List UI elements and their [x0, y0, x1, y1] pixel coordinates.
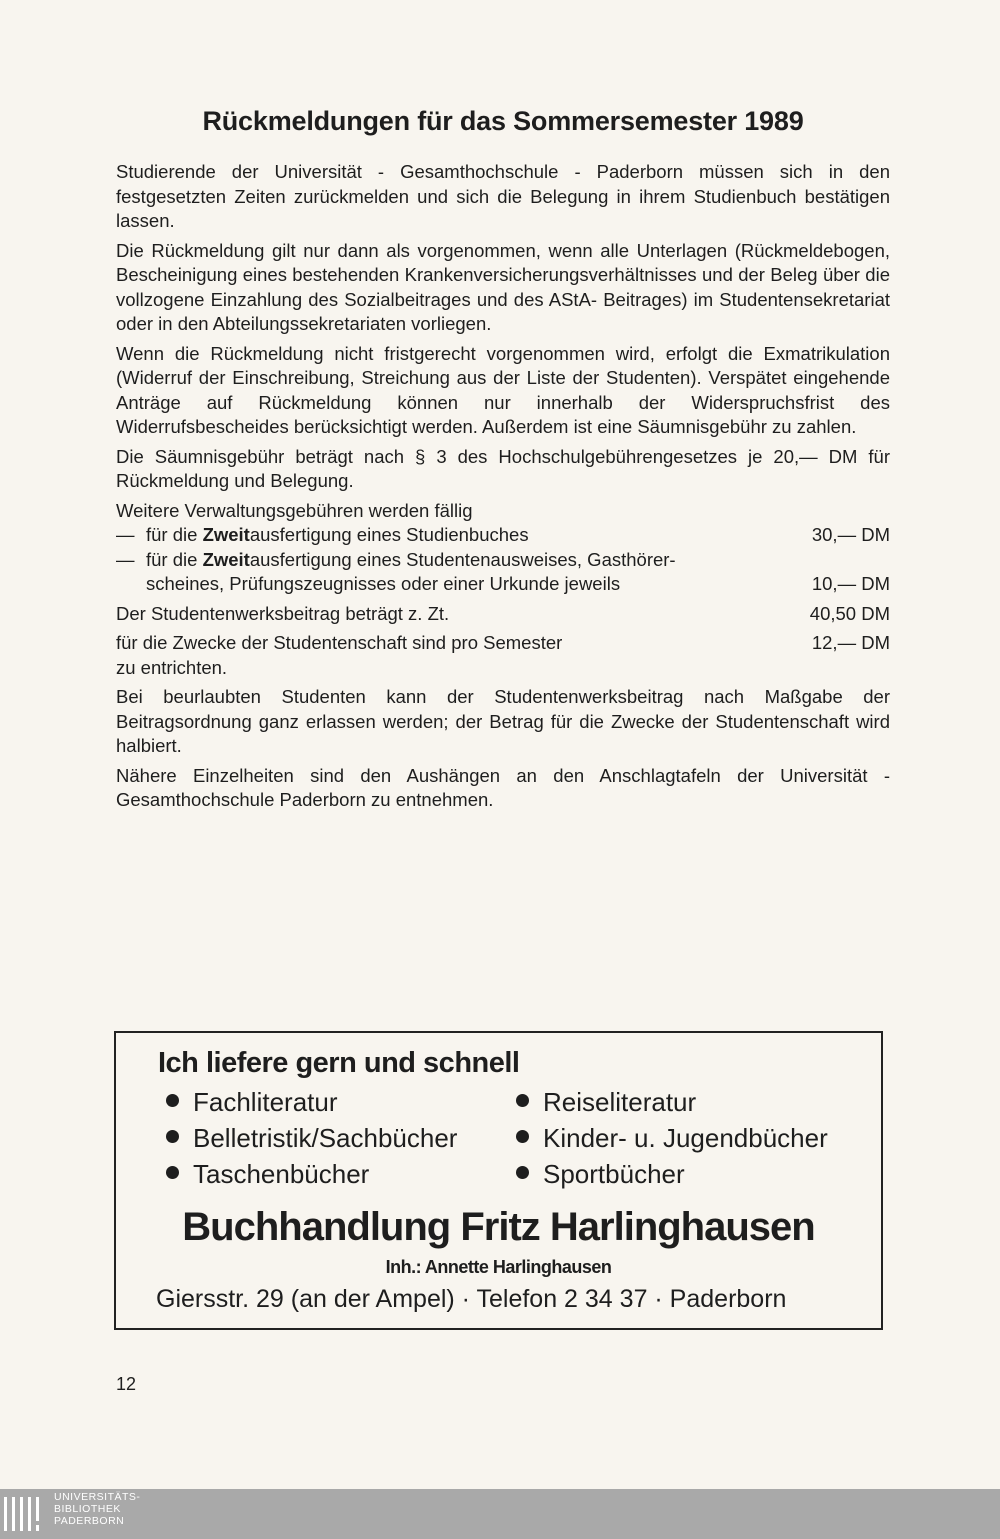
- fees-intro: Weitere Verwaltungsgebühren werden fällig: [116, 499, 473, 521]
- fee-row-ausweis: — für die Zweitausfertigung eines Studentenausweises, Gasthörer-: [116, 548, 890, 573]
- ad-item: Belletristik/Sachbücher: [166, 1123, 457, 1154]
- body-text: [116, 160, 890, 818]
- bullet-icon: [516, 1166, 529, 1179]
- ad-headline: Ich liefere gern und schnell: [158, 1047, 520, 1079]
- paragraph-exmatriculation: Wenn die Rückmeldung nicht fristgerecht vorgenommen wird, erfolgt die Exmatrikulation (Widerruf der Einschreibung, Streichung aus der Liste der Studenten). Verspätet eingehende Anträge auf Rückmeldung können nur innerhalb der Widerspruchsfrist des Widerrufsbescheides berücksichtigt werden. Außerdem ist eine Säumnisgebühr zu zahlen.: [116, 342, 890, 437]
- studentenwerk-row: Der Studentenwerksbeitrag beträgt z. Zt. 40,50 DM: [116, 602, 890, 627]
- paragraph-intro: Studierende der Universität - Gesamthochschule - Paderborn müssen sich in den festgesetzten Zeiten zurückmelden und sich die Belegung in ihrem Studienbuch bestätigen lassen.: [116, 161, 890, 231]
- fee-amount: 10,— DM: [811, 573, 890, 594]
- studentenschaft-row: für die Zwecke der Studentenschaft sind pro Semester 12,— DM: [116, 631, 890, 656]
- bullet-icon: [166, 1130, 179, 1143]
- store-name: Buchhandlung Fritz Harlinghausen: [182, 1205, 815, 1249]
- ad-item: Fachliteratur: [166, 1087, 338, 1118]
- fee-amount: 40,50 DM: [809, 602, 890, 624]
- bullet-icon: [516, 1130, 529, 1143]
- dash-mark: —: [116, 548, 135, 570]
- paragraph-details: Nähere Einzelheiten sind den Aushängen an den Anschlagtafeln der Universität - Gesamthochschule Paderborn zu entnehmen.: [116, 764, 890, 810]
- dash-mark: —: [116, 524, 135, 545]
- paragraph-documents: Die Rückmeldung gilt nur dann als vorgenommen, wenn alle Unterlagen (Rückmeldebogen, Bescheinigung eines bestehenden Krankenversicherungsverhältnisses und der Beleg über die vollzogene Einzahlung des Sozialbeitrages und des AStA- Beitrages) im Studentensekretariat oder in den Abteilungssekretariaten vorliegen.: [116, 239, 890, 334]
- store-owner: Inh.: Annette Harlinghausen: [385, 1257, 612, 1277]
- fee-amount: 12,— DM: [811, 632, 890, 653]
- studentenschaft-row-cont: zu entrichten.: [116, 656, 228, 678]
- paragraph-leave: Bei beurlaubten Studenten kann der Studentenwerksbeitrag nach Maßgabe der Beitragsordnung ganz erlassen werden; der Betrag für die Zwecke der Studentenschaft wird halbiert.: [116, 686, 890, 756]
- paragraph-late-fee: Die Säumnisgebühr beträgt nach § 3 des Hochschulgebührengesetzes je 20,— DM für Rückmeldung und Belegung.: [116, 445, 890, 491]
- page-title: Rückmeldungen für das Sommersemester 1989: [202, 106, 804, 136]
- bullet-icon: [166, 1166, 179, 1179]
- page-number: 12: [116, 1374, 137, 1394]
- ad-item: Taschenbücher: [166, 1159, 369, 1190]
- bullet-icon: [516, 1094, 529, 1107]
- ad-item: Sportbücher: [516, 1159, 685, 1190]
- store-address: Giersstr. 29 (an der Ampel) · Telefon 2 34 37 · Paderborn: [156, 1285, 787, 1313]
- fee-amount: 30,— DM: [811, 524, 890, 545]
- library-logo-text: UNIVERSITÄTS- BIBLIOTHEK PADERBORN: [54, 1491, 141, 1527]
- ad-item: Reiseliteratur: [516, 1087, 696, 1118]
- bullet-icon: [166, 1094, 179, 1107]
- ad-item: Kinder- u. Jugendbücher: [516, 1123, 828, 1154]
- fee-row-studienbuch: — für die Zweitausfertigung eines Studienbuches 30,— DM: [116, 523, 890, 548]
- library-footer: [0, 1489, 1000, 1539]
- bookstore-advertisement: [114, 1031, 883, 1330]
- fee-row-ausweis-cont: scheines, Prüfungszeugnisses oder einer Urkunde jeweils 10,— DM: [116, 572, 890, 597]
